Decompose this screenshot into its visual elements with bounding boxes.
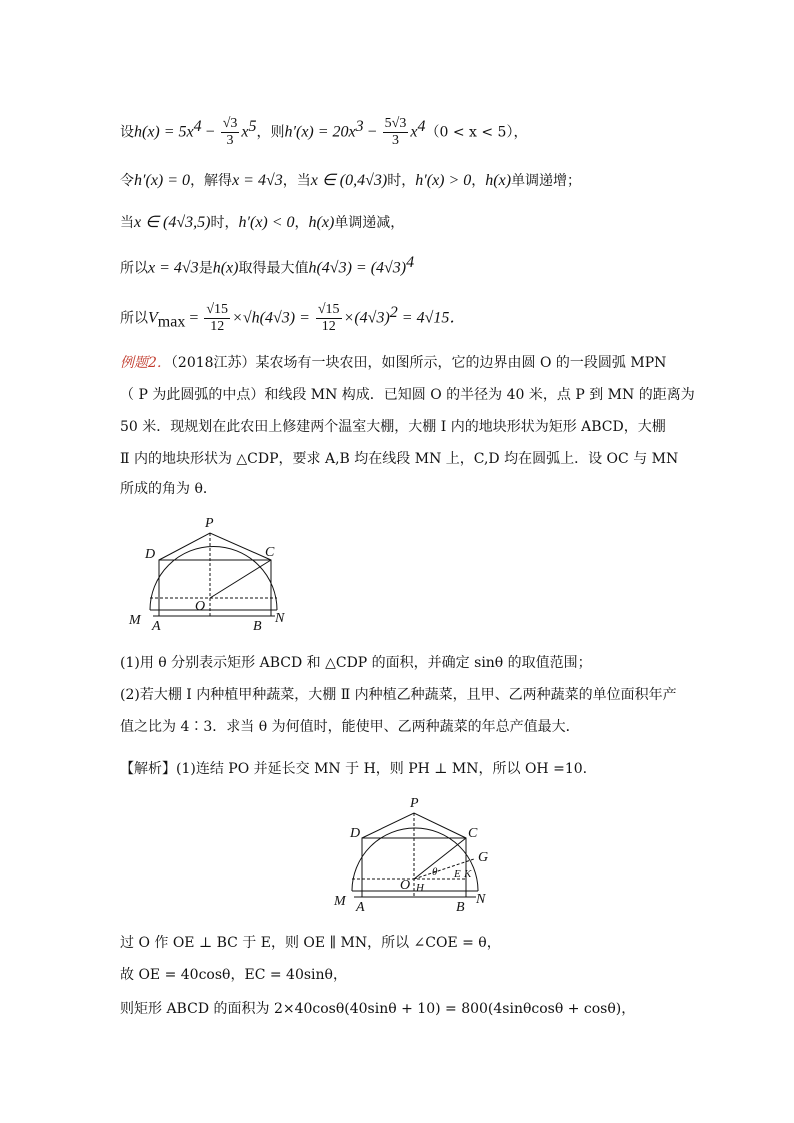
text: (2)若大棚 Ⅰ 内种植甲种蔬菜，大棚 Ⅱ 内种植乙种蔬菜，且甲、乙两种蔬菜的单位面积年产 [120, 687, 677, 703]
label-O: O [195, 599, 206, 614]
text: 取得最大值 [238, 260, 309, 277]
exponent: 3 [355, 118, 364, 135]
math: x = 4√3 [148, 259, 199, 277]
label-D: D [145, 547, 156, 562]
solution-line-3 [120, 964, 347, 986]
label-N: N [275, 611, 285, 626]
figure-1 [125, 510, 295, 635]
denominator: 12 [321, 319, 336, 335]
exponent: 4 [193, 118, 202, 135]
text: 时， [387, 173, 416, 189]
label-K: K [464, 868, 472, 880]
text: ，则 [256, 124, 285, 141]
math: x [241, 123, 249, 141]
question-2-line-2 [120, 716, 580, 738]
problem-line-2 [120, 384, 695, 406]
question-2-line-1 [120, 684, 677, 706]
math: h(x) [308, 214, 335, 231]
formula-line-1 [120, 116, 527, 149]
math: x ∈ (0,4√3) [310, 172, 388, 189]
fraction [221, 116, 240, 149]
text: 过 O 作 OE ⊥ BC 于 E，则 OE ∥ MN，所以 ∠COE = θ， [120, 935, 501, 951]
numerator: 5√3 [384, 116, 407, 132]
text: 时， [210, 215, 239, 231]
solution-line-2 [120, 932, 501, 954]
label-P: P [205, 516, 214, 531]
math: x = 4√3 [232, 172, 283, 189]
math: = 4√15． [397, 309, 466, 327]
denominator: 3 [392, 133, 400, 149]
math: h(x) = 5x [134, 123, 194, 141]
math: h(x) [212, 259, 239, 277]
math: ×(4√3) [343, 309, 390, 327]
solution-line-4 [120, 998, 635, 1020]
denominator: 3 [226, 133, 234, 149]
math: = [185, 309, 203, 327]
label-D: D [350, 826, 361, 841]
math: h(x) [485, 172, 512, 189]
text: （ P 为此圆弧的中点）和线段 MN 构成．已知圆 O 的半径为 40 米，点 P 到 MN 的距离为 [120, 387, 695, 403]
text: 故 OE = 40cosθ，EC = 40sinθ， [120, 967, 347, 983]
math: h′(x) > 0 [415, 172, 472, 189]
text: (1)用 θ 分别表示矩形 ABCD 和 △CDP 的面积，并确定 sinθ 的取值范围； [120, 655, 592, 671]
text: 是 [198, 260, 213, 277]
exponent: 2 [389, 304, 398, 321]
math: V [148, 309, 158, 327]
label-B: B [456, 900, 465, 915]
text: ， [294, 215, 309, 231]
fraction [383, 116, 409, 149]
fraction [316, 302, 342, 335]
text: 则矩形 ABCD 的面积为 2×40cosθ(40sinθ + 10) = 800(4sinθcosθ + cosθ)， [120, 1001, 636, 1017]
label-M: M [129, 613, 141, 628]
text: （0 < x < 5）， [425, 124, 528, 141]
question-1 [120, 652, 592, 674]
problem-line-3 [120, 416, 666, 438]
text: 50 米．现规划在此农田上修建两个温室大棚，大棚 Ⅰ 内的地块形状为矩形 ABCD，大棚 [120, 419, 666, 435]
denominator: 12 [210, 319, 225, 335]
arc [352, 828, 478, 891]
problem-line-4 [120, 448, 678, 470]
numerator: √3 [222, 116, 238, 132]
figure-2 [330, 795, 500, 915]
math: h(4√3) = (4√3) [308, 259, 407, 277]
text: 设 [120, 124, 134, 141]
problem-line-1 [120, 352, 666, 374]
math: ×√h(4√3) = [232, 309, 314, 327]
segment-OC [210, 560, 271, 598]
text: （2018江苏）某农场有一块农田，如图所示，它的边界由圆 O 的一段圆弧 MPN [170, 355, 667, 371]
math: − [201, 123, 219, 141]
text: 令 [120, 173, 134, 189]
fraction [204, 302, 230, 335]
text: 值之比为 4∶3．求当 θ 为何值时，能使甲、乙两种蔬菜的年总产值最大． [120, 719, 580, 735]
text: 所成的角为 θ． [120, 481, 217, 497]
text: Ⅱ 内的地块形状为 △CDP，要求 A,B 均在线段 MN 上，C,D 均在圆弧上．设 OC 与 MN [120, 451, 679, 467]
text: 【解析】(1)连结 PO 并延长交 MN 于 H，则 PH ⊥ MN，所以 OH =10. [120, 761, 588, 777]
label-O: O [400, 878, 411, 893]
math: x [410, 123, 418, 141]
text: ，解得 [190, 173, 233, 189]
text: ， [471, 173, 486, 189]
solution-line-1 [120, 758, 587, 780]
text: 单调递减， [334, 215, 405, 231]
math: − [363, 123, 381, 141]
label-G: G [478, 850, 489, 865]
exponent: 4 [417, 118, 426, 135]
example-label: 例题2． [120, 355, 171, 371]
formula-line-3 [120, 212, 404, 234]
exponent: 5 [248, 118, 257, 135]
text: 所以 [120, 310, 148, 327]
label-H: H [416, 882, 424, 894]
text: 单调递增； [511, 173, 582, 189]
problem-line-5 [120, 478, 217, 500]
text: ，当 [282, 173, 311, 189]
label-B: B [253, 619, 262, 634]
math: x ∈ (4√3,5) [134, 214, 211, 231]
label-A: A [152, 619, 161, 634]
formula-line-2 [120, 170, 581, 192]
math: h′(x) = 20x [284, 123, 356, 141]
math: h′(x) < 0 [238, 214, 295, 231]
label-C: C [468, 826, 478, 841]
label-N: N [476, 892, 486, 907]
numerator: √15 [317, 302, 340, 318]
label-E: E [454, 868, 461, 880]
arc [150, 547, 277, 611]
formula-line-5 [120, 302, 465, 335]
formula-line-4 [120, 252, 414, 280]
label-C: C [265, 545, 275, 560]
text: 当 [120, 215, 134, 231]
numerator: √15 [206, 302, 229, 318]
exponent: 4 [406, 254, 415, 271]
subscript: max [157, 313, 186, 331]
label-A: A [356, 900, 365, 915]
label-P: P [410, 796, 419, 811]
label-M: M [334, 894, 346, 909]
label-theta: θ [432, 866, 438, 878]
rectangle-ABCD [159, 560, 271, 616]
text: 所以 [120, 260, 148, 277]
math: h′(x) = 0 [134, 172, 191, 189]
